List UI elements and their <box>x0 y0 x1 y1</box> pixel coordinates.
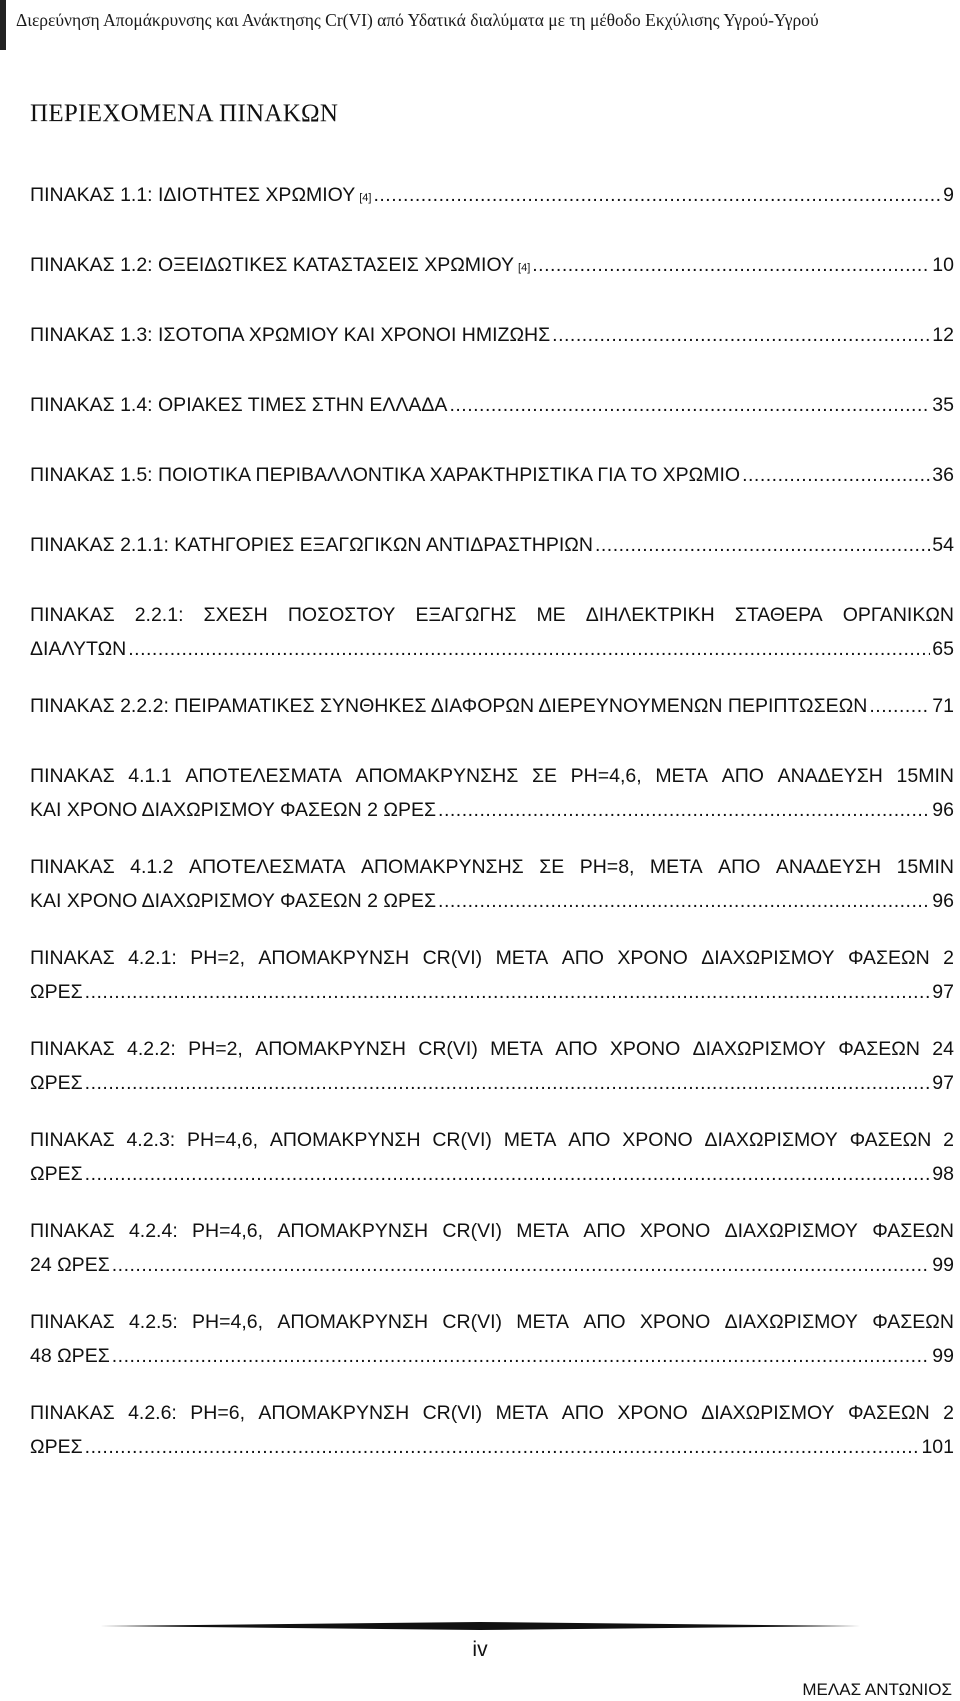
table-of-tables <box>30 178 954 1487</box>
dot-leader <box>438 884 930 918</box>
dot-leader <box>869 689 930 723</box>
toc-entry[interactable] <box>30 458 954 528</box>
dot-leader <box>112 1248 931 1282</box>
footer-rule <box>100 1622 860 1630</box>
dot-leader <box>438 793 930 827</box>
running-header-title: Διερεύνηση Απομάκρυνσης και Ανάκτησης Cr(VI) από Υδατικά διαλύματα με τη μέθοδο Εκχύλισης Υγρού-Υγρού <box>16 10 819 30</box>
dot-leader <box>552 318 930 352</box>
page-title: ΠΕΡΙΕΧΟΜΕΝΑ ΠΙΝΑΚΩΝ <box>30 100 339 127</box>
toc-page-number: 65 <box>932 638 954 660</box>
toc-entry[interactable] <box>30 759 954 850</box>
toc-entry-label: ΔΙΑΛΥΤΩΝ <box>30 638 127 660</box>
toc-entry-label: ΩΡΕΣ <box>30 1072 83 1094</box>
dot-leader <box>742 458 930 492</box>
toc-entry[interactable] <box>30 1123 954 1214</box>
toc-entry-label: ΠΙΝΑΚΑΣ 2.2.2: ΠΕΙΡΑΜΑΤΙΚΕΣ ΣΥΝΘΗΚΕΣ ΔΙΑΦΟΡΩΝ ΔΙΕΡΕΥΝΟΥΜΕΝΩΝ ΠΕΡΙΠΤΩΣΕΩΝ <box>30 695 868 717</box>
page-number: iv <box>472 1638 488 1661</box>
toc-entry-label: ΠΙΝΑΚΑΣ 4.2.5: PH=4,6, ΑΠΟΜΑΚΡΥΝΣΗ CR(VI) ΜΕΤΑ ΑΠΟ ΧΡΟΝΟ ΔΙΑΧΩΡΙΣΜΟΥ ΦΑΣΕΩΝ <box>30 1311 954 1333</box>
toc-entry-label: ΠΙΝΑΚΑΣ 4.2.2: PH=2, ΑΠΟΜΑΚΡΥΝΣΗ CR(VI) ΜΕΤΑ ΑΠΟ ΧΡΟΝΟ ΔΙΑΧΩΡΙΣΜΟΥ ΦΑΣΕΩΝ 24 <box>30 1038 954 1060</box>
toc-entry[interactable] <box>30 318 954 388</box>
toc-page-number: 99 <box>932 1345 954 1367</box>
toc-entry-label: ΠΙΝΑΚΑΣ 1.4: ΟΡΙΑΚΕΣ ΤΙΜΕΣ ΣΤΗΝ ΕΛΛΑΔΑ <box>30 394 448 416</box>
toc-entry-label: ΩΡΕΣ <box>30 1163 83 1185</box>
toc-entry[interactable] <box>30 388 954 458</box>
toc-entry[interactable] <box>30 528 954 598</box>
toc-entry[interactable] <box>30 689 954 759</box>
toc-entry[interactable] <box>30 248 954 318</box>
toc-entry[interactable] <box>30 178 954 248</box>
toc-entry-label: ΩΡΕΣ <box>30 981 83 1003</box>
toc-entry[interactable] <box>30 598 954 689</box>
toc-entry[interactable] <box>30 1396 954 1487</box>
toc-page-number: 36 <box>932 464 954 486</box>
dot-leader <box>85 1157 931 1191</box>
dot-leader <box>85 1066 931 1100</box>
dot-leader <box>373 178 941 212</box>
toc-entry-label: 48 ΩΡΕΣ <box>30 1345 110 1367</box>
dot-leader <box>532 248 930 282</box>
toc-page-number: 96 <box>932 799 954 821</box>
dot-leader <box>449 388 930 422</box>
dot-leader <box>128 632 930 666</box>
toc-entry-label: ΠΙΝΑΚΑΣ 1.1: ΙΔΙΟΤΗΤΕΣ ΧΡΩΜΙΟΥ <box>30 184 356 206</box>
toc-page-number: 96 <box>932 890 954 912</box>
footer-author: ΜΕΛΑΣ ΑΝΤΩΝΙΟΣ <box>802 1680 952 1699</box>
toc-entry[interactable] <box>30 1032 954 1123</box>
reference-marker: [4] <box>518 262 531 274</box>
toc-entry-label: ΚΑΙ ΧΡΟΝΟ ΔΙΑΧΩΡΙΣΜΟΥ ΦΑΣΕΩΝ 2 ΩΡΕΣ <box>30 890 437 912</box>
toc-page-number: 9 <box>943 184 954 206</box>
toc-page-number: 35 <box>932 394 954 416</box>
toc-entry-label: ΠΙΝΑΚΑΣ 4.2.1: PH=2, ΑΠΟΜΑΚΡΥΝΣΗ CR(VI) ΜΕΤΑ ΑΠΟ ΧΡΟΝΟ ΔΙΑΧΩΡΙΣΜΟΥ ΦΑΣΕΩΝ 2 <box>30 947 954 969</box>
toc-entry-label: ΠΙΝΑΚΑΣ 4.1.2 ΑΠΟΤΕΛΕΣΜΑΤΑ ΑΠΟΜΑΚΡΥΝΣΗΣ ΣΕ PH=8, ΜΕΤΑ ΑΠΟ ΑΝΑΔΕΥΣΗ 15MIN <box>30 856 954 878</box>
header-accent-bar <box>0 0 6 50</box>
dot-leader <box>85 1430 920 1464</box>
toc-entry[interactable] <box>30 850 954 941</box>
toc-entry[interactable] <box>30 1305 954 1396</box>
toc-entry[interactable] <box>30 941 954 1032</box>
toc-entry-label: ΠΙΝΑΚΑΣ 2.2.1: ΣΧΕΣΗ ΠΟΣΟΣΤΟΥ ΕΞΑΓΩΓΗΣ ΜΕ ΔΙΗΛΕΚΤΡΙΚΗ ΣΤΑΘΕΡΑ ΟΡΓΑΝΙΚΩΝ <box>30 604 954 626</box>
dot-leader <box>112 1339 931 1373</box>
dot-leader <box>595 528 930 562</box>
toc-page-number: 99 <box>932 1254 954 1276</box>
toc-page-number: 12 <box>932 324 954 346</box>
toc-entry-label: ΠΙΝΑΚΑΣ 4.1.1 ΑΠΟΤΕΛΕΣΜΑΤΑ ΑΠΟΜΑΚΡΥΝΣΗΣ ΣΕ PH=4,6, ΜΕΤΑ ΑΠΟ ΑΝΑΔΕΥΣΗ 15MIN <box>30 765 954 787</box>
toc-page-number: 10 <box>932 254 954 276</box>
toc-entry-label: ΠΙΝΑΚΑΣ 1.2: ΟΞΕΙΔΩΤΙΚΕΣ ΚΑΤΑΣΤΑΣΕΙΣ ΧΡΩΜΙΟΥ <box>30 254 515 276</box>
toc-page-number: 98 <box>932 1163 954 1185</box>
toc-page-number: 101 <box>921 1436 954 1458</box>
toc-page-number: 71 <box>932 695 954 717</box>
toc-entry-label: ΠΙΝΑΚΑΣ 1.3: ΙΣΟΤΟΠΑ ΧΡΩΜΙΟΥ ΚΑΙ ΧΡΟΝΟΙ ΗΜΙΖΩΗΣ <box>30 324 551 346</box>
toc-entry-label: 24 ΩΡΕΣ <box>30 1254 110 1276</box>
toc-entry-label: ΠΙΝΑΚΑΣ 4.2.4: PH=4,6, ΑΠΟΜΑΚΡΥΝΣΗ CR(VI) ΜΕΤΑ ΑΠΟ ΧΡΟΝΟ ΔΙΑΧΩΡΙΣΜΟΥ ΦΑΣΕΩΝ <box>30 1220 954 1242</box>
dot-leader <box>85 975 931 1009</box>
toc-entry-label: ΠΙΝΑΚΑΣ 4.2.6: PH=6, ΑΠΟΜΑΚΡΥΝΣΗ CR(VI) ΜΕΤΑ ΑΠΟ ΧΡΟΝΟ ΔΙΑΧΩΡΙΣΜΟΥ ΦΑΣΕΩΝ 2 <box>30 1402 954 1424</box>
toc-entry-label: ΠΙΝΑΚΑΣ 4.2.3: PH=4,6, ΑΠΟΜΑΚΡΥΝΣΗ CR(VI) ΜΕΤΑ ΑΠΟ ΧΡΟΝΟ ΔΙΑΧΩΡΙΣΜΟΥ ΦΑΣΕΩΝ 2 <box>30 1129 954 1151</box>
toc-page-number: 97 <box>932 1072 954 1094</box>
toc-entry-label: ΚΑΙ ΧΡΟΝΟ ΔΙΑΧΩΡΙΣΜΟΥ ΦΑΣΕΩΝ 2 ΩΡΕΣ <box>30 799 437 821</box>
toc-entry-label: ΩΡΕΣ <box>30 1436 83 1458</box>
toc-page-number: 97 <box>932 981 954 1003</box>
toc-entry-label: ΠΙΝΑΚΑΣ 1.5: ΠΟΙΟΤΙΚΑ ΠΕΡΙΒΑΛΛΟΝΤΙΚΑ ΧΑΡΑΚΤΗΡΙΣΤΙΚΑ ΓΙΑ ΤΟ ΧΡΩΜΙΟ <box>30 464 741 486</box>
toc-page-number: 54 <box>932 534 954 556</box>
toc-entry-label: ΠΙΝΑΚΑΣ 2.1.1: ΚΑΤΗΓΟΡΙΕΣ ΕΞΑΓΩΓΙΚΩΝ ΑΝΤΙΔΡΑΣΤΗΡΙΩΝ <box>30 534 593 556</box>
toc-entry[interactable] <box>30 1214 954 1305</box>
reference-marker: [4] <box>359 192 372 204</box>
